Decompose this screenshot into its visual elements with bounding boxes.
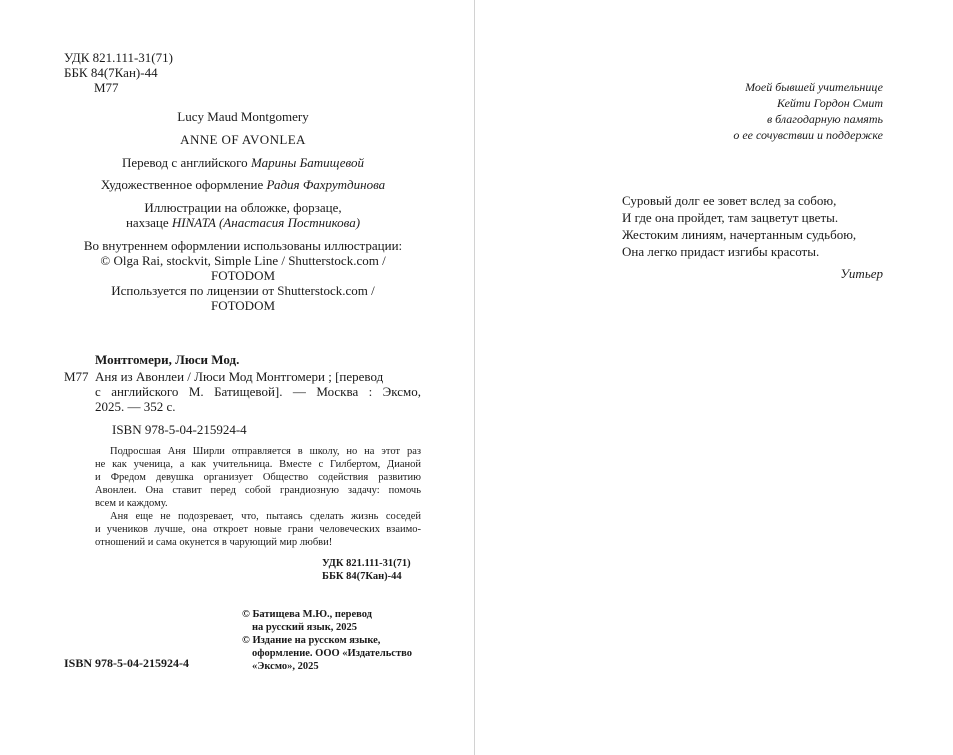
dedication-line: о ее сочувствии и поддержке <box>733 128 883 142</box>
abstract-line: не как ученица, а как учительница. Вместе с Гилбертом, Дианой <box>95 459 421 470</box>
license-line: FOTODOM <box>210 298 276 313</box>
abstract-line: всем и каждому. <box>95 498 168 509</box>
original-title: ANNE OF AVONLEA <box>180 132 306 147</box>
udk-code-bottom: УДК 821.111-31(71) <box>322 558 411 569</box>
catalog-line: 2025. — 352 с. <box>95 399 176 414</box>
left-page-imprint <box>0 0 474 755</box>
dedication-line: Моей бывшей учительнице <box>745 80 883 94</box>
abstract-line: Авонлеи. Она ставит перед собой грандиозную задачу: помочь <box>95 485 421 496</box>
inner-line: FOTODOM <box>210 268 276 283</box>
epigraph-author: Уитьер <box>840 266 883 281</box>
catalog-line: Аня из Авонлеи / Люси Мод Монтгомери ; [перевод <box>95 369 384 384</box>
copyright-line: «Эксмо», 2025 <box>252 661 319 672</box>
copyright-line: оформление. ООО «Издательство <box>252 648 412 659</box>
license-line: Используется по лицензии от Shutterstock.com / <box>111 283 375 298</box>
right-page-dedication <box>475 0 953 755</box>
original-author: Lucy Maud Montgomery <box>177 109 309 124</box>
catalog-author-code: М77 <box>64 369 89 384</box>
designer-name: Радия Фахрутдинова <box>266 177 386 192</box>
illustrations-credit <box>60 200 426 230</box>
translation-credit <box>60 155 426 170</box>
catalog-heading: Монтгомери, Люси Мод. <box>95 352 240 367</box>
design-credit <box>60 177 426 192</box>
copyright-line: © Издание на русском языке, <box>242 635 381 646</box>
translator-name: Марины Батищевой <box>250 155 365 170</box>
isbn-bottom: ISBN 978-5-04-215924-4 <box>64 656 189 670</box>
bbk-code-bottom: ББК 84(7Кан)-44 <box>322 571 402 582</box>
author-code-top: М77 <box>94 80 119 95</box>
abstract-line: Аня еще не подозревает, что, пытаясь сделать жизнь соседей <box>110 511 421 522</box>
catalog-isbn: ISBN 978-5-04-215924-4 <box>112 422 247 437</box>
translation-prefix: Перевод с английского <box>121 155 251 170</box>
abstract-line: и Фредом девушка организует Общество содействия развитию <box>95 472 421 483</box>
copyright-block <box>242 608 412 673</box>
udk-code-top: УДК 821.111-31(71) <box>64 50 173 65</box>
epigraph-line: Она легко придаст изгибы красоты. <box>622 244 820 259</box>
illustrations-prefix: нахзаце <box>125 215 172 230</box>
bbk-code-top: ББК 84(7Кан)-44 <box>64 65 158 80</box>
inner-line: © Olga Rai, stockvit, Simple Line / Shutterstock.com / <box>100 253 386 268</box>
illustrator-name: HINATA (Анастасия Постникова) <box>171 215 361 230</box>
epigraph-line: Жестоким линиям, начертанным судьбою, <box>622 227 857 242</box>
illustrations-line: Иллюстрации на обложке, форзаце, <box>144 200 342 215</box>
copyright-line: на русский язык, 2025 <box>252 622 358 633</box>
catalog-line: с английского М. Батищевой]. — Москва : Эксмо, <box>95 384 421 399</box>
catalog-entry <box>95 369 421 414</box>
inner-line: Во внутреннем оформлении использованы иллюстрации: <box>83 238 403 253</box>
abstract-line: Подросшая Аня Ширли отправляется в школу, но на этот раз <box>110 446 421 457</box>
epigraph <box>622 192 856 260</box>
abstract-line: отношений и сама окунется в чарующий мир любви! <box>95 537 333 548</box>
book-abstract <box>95 445 421 549</box>
dedication <box>583 79 883 143</box>
abstract-line: и учеников лучше, она откроет новые грани человеческих взаимо- <box>95 524 421 535</box>
illustrations-line-2 <box>60 215 426 230</box>
dedication-line: в благодарную память <box>766 112 883 126</box>
epigraph-line: Суровый долг ее зовет вслед за собою, <box>622 193 837 208</box>
dedication-line: Кейти Гордон Смит <box>776 96 883 110</box>
design-prefix: Художественное оформление <box>100 177 267 192</box>
inner-illustrations-credit <box>60 238 426 313</box>
epigraph-line: И где она пройдет, там зацветут цветы. <box>622 210 839 225</box>
copyright-line: © Батищева М.Ю., перевод <box>242 609 372 620</box>
